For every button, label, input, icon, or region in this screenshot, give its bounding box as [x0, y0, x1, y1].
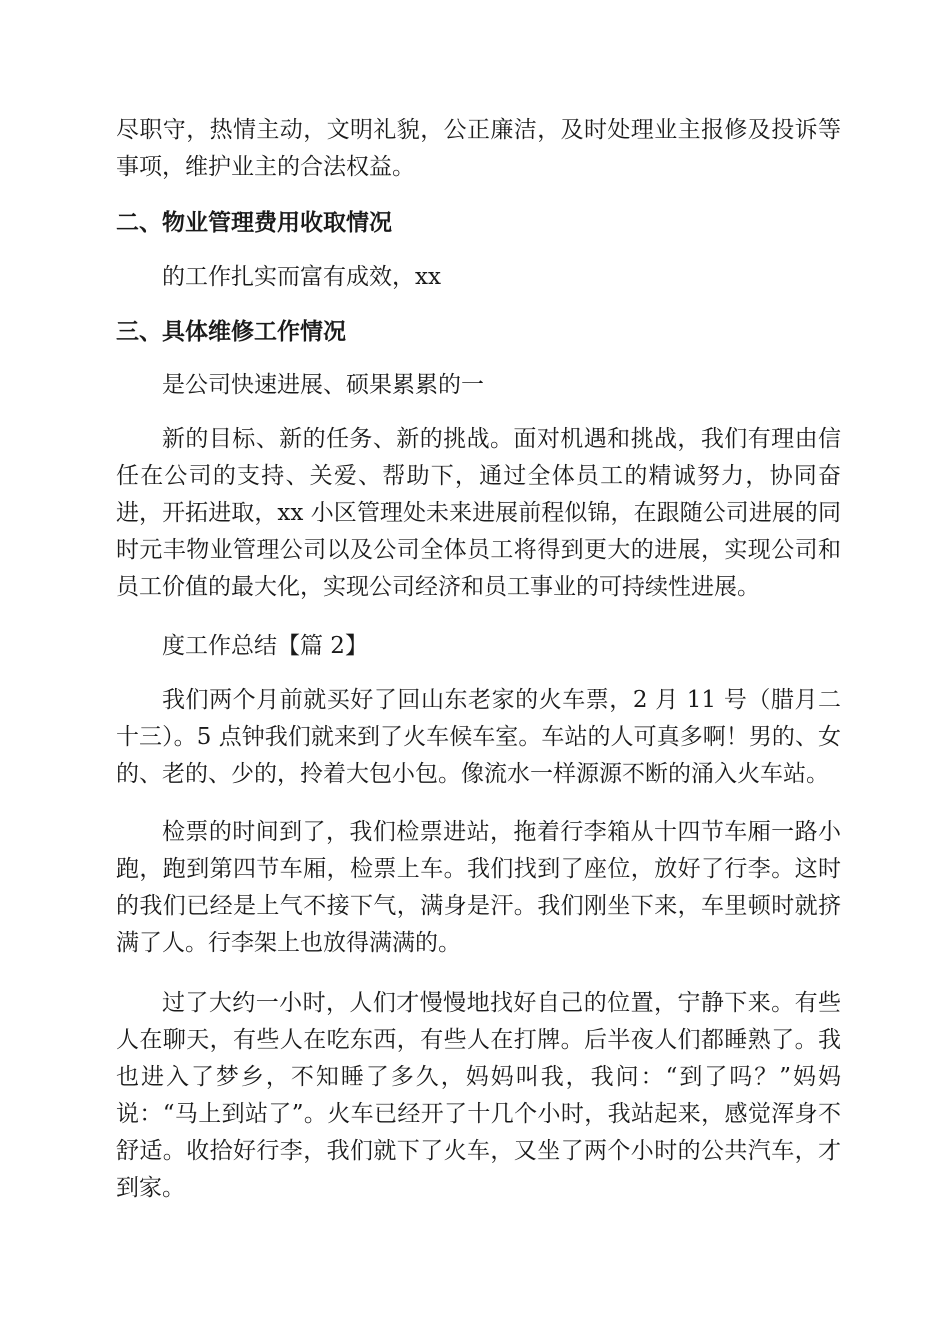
section-heading-fee-collection: 二、物业管理费用收取情况 [116, 209, 392, 236]
paragraph-outlook: 新的目标、新的任务、新的挑战。面对机遇和挑战，我们有理由信任在公司的支持、关爱、帮助下，通过全体员工的精诚努力，协同奋进，开拓进取，xx 小区管理处未来进展前程似锦，在跟随公司进展的同时元丰物业管理公司以及公司全体员工将得到更大的进展，实现公司和员工价值的最大化，实现公司经济和员工事业的可持续性进展。 [116, 426, 841, 600]
paragraph-fee-collection: 的工作扎实而富有成效，xx [162, 264, 441, 290]
paragraph-continuation: 尽职守，热情主动，文明礼貌，公正廉洁，及时处理业主报修及投诉等事项，维护业主的合法权益。 [116, 117, 841, 180]
paragraph-maintenance: 是公司快速进展、硕果累累的一 [162, 372, 484, 398]
paragraph-train-tickets: 我们两个月前就买好了回山东老家的火车票，2 月 11 号（腊月二十三）。5 点钟我们就来到了火车候车室。车站的人可真多啊！男的、女的、老的、少的，拎着大包小包。像流水一样源源不断的涌入火车站。 [116, 687, 841, 787]
paragraph-boarding: 检票的时间到了，我们检票进站，拖着行李箱从十四节车厢一路小跑，跑到第四节车厢，检票上车。我们找到了座位，放好了行李。这时的我们已经是上气不接下气，满身是汗。我们刚坐下来，车里顿时就挤满了人。行李架上也放得满满的。 [116, 819, 841, 956]
section-heading-maintenance: 三、具体维修工作情况 [116, 318, 346, 345]
paragraph-journey: 过了大约一小时，人们才慢慢地找好自己的位置，宁静下来。有些人在聊天，有些人在吃东西，有些人在打牌。后半夜人们都睡熟了。我也进入了梦乡，不知睡了多久，妈妈叫我，我问：“到了吗？”妈妈说：“马上到站了”。火车已经开了十几个小时，我站起来，感觉浑身不舒适。收拾好行李，我们就下了火车，又坐了两个小时的公共汽车，才到家。 [116, 990, 841, 1201]
section-title-part-2: 度工作总结【篇 2】 [162, 633, 368, 659]
